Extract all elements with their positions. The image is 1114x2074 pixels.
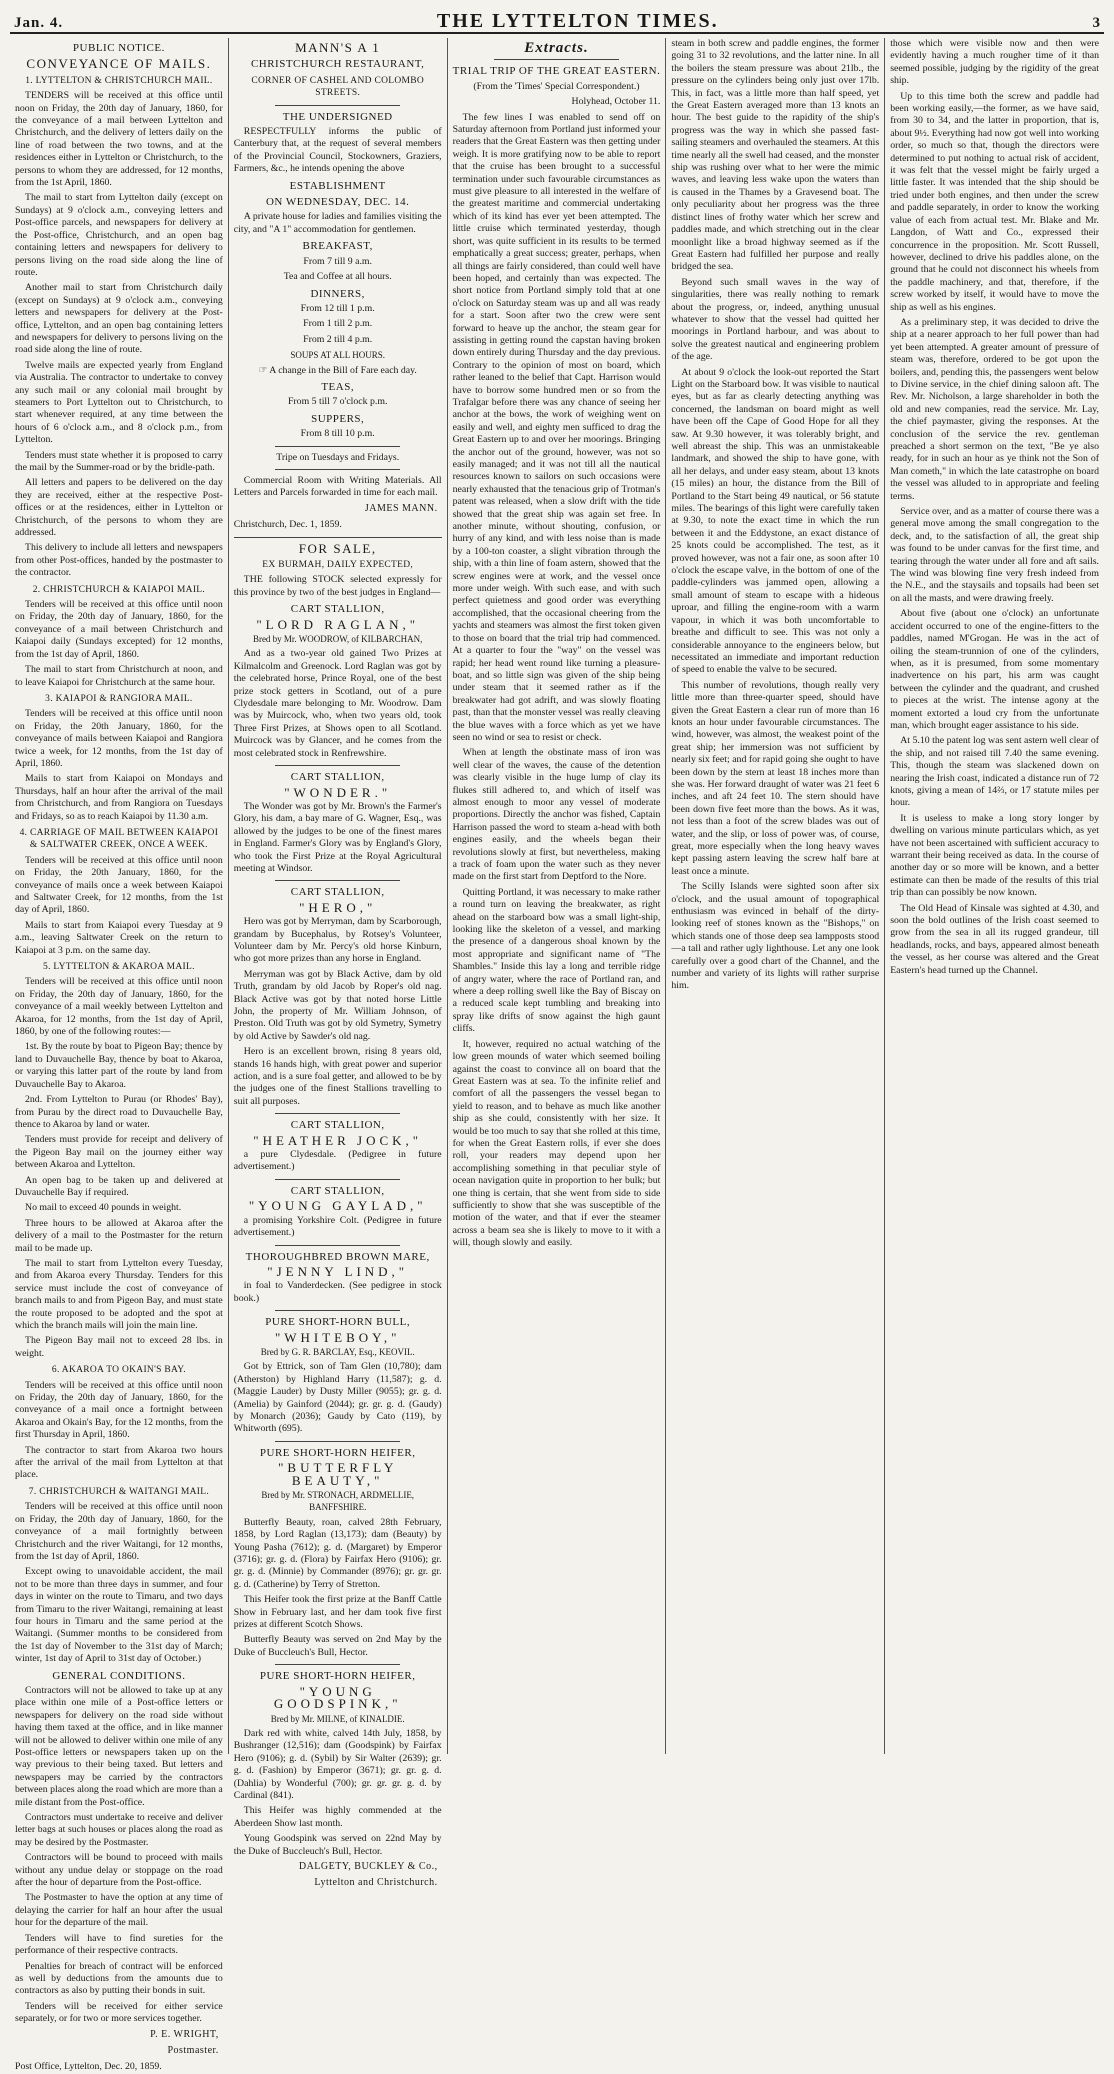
stock-bred: Bred by Mr. STRONACH, ARDMELLIE, BANFFSHIRE. [261, 1490, 415, 1513]
paragraph: Penalties for breach of contract will be enforced as well by deductions from the amounts due to contractors as also by putting their bonds in suit. [15, 1960, 223, 1997]
section-title: 1. LYTTELTON & CHRISTCHURCH MAIL. [25, 75, 213, 86]
paragraph: 1st. By the route by boat to Pigeon Bay; thence by land to Duvauchelle Bay, thence by boat to Akaroa, or varying this latter part of the route by land from Duvauchelle Bay to Akaroa. [15, 1041, 223, 1090]
paragraph: Up to this time both the screw and paddle had been working easily,—the former, as we have said, from 30 to 34, and the latter in proportion, that is, about 9½. Everything had now got well into working order, so much so that, though the directors were determined to put nothing to actual risk of accident, it was felt that the vessel might be fairly urged a little faster. It was intended that the ship should be tried under both engines, and then under the screw and paddle separately, in order to know the working value of each from actual test. Mr. Blake and Mr. Langdon, of Watt and Co., expressed their concurrence in the proposition. Mr. Scott Russell, however, declined to drive his paddles alone, on the ground that he could not disconnect his wheels from the paddle machinery, and that, therefore, if the screw worked by itself, it would have to move the ship as well as his engines. [890, 90, 1099, 313]
signature-name: JAMES MANN. [364, 502, 438, 514]
paragraph: Hero was got by Merryman, dam by Scarborough, grandam by Bucephalus, by Rotsey's Volunteer, Volunteer dam by Mr. Percy's old horse Kinburn, who got more prizes than any horse in England. [233, 916, 442, 965]
paragraph: Got by Ettrick, son of Tam Glen (10,780); dam (Atherston) by Highland Harry (11,587); g. d. (Maggie Lauder) by Dusty Miller (9055); gr. g. d. (Amelia) by Gainford (2044); gr. gr. g. d. (Gaudy) by Monarch (2036); Gaudy by Cato (119), by Whitworth (695). [233, 1361, 442, 1435]
paragraph: THE following STOCK selected expressly for this province by two of the best judges in England— [233, 574, 442, 598]
paragraph: Tenders will be received for either service separately, or for two or more services together. [15, 2000, 223, 2025]
paragraph: An open bag to be taken up and delivered at Duvauchelle Bay if required. [15, 1174, 223, 1198]
paragraph: Butterfly Beauty, roan, calved 28th February, 1858, by Lord Raglan (13,173); dam (Beauty) by Young Pasha (7612); g. d. (Margaret) by Emperor (3716); gr. g. d. (Flora) by Fairfax Hero (9106); gr. gr. g. d. (Minnie) by Commander (8976); gr. gr. gr. g. d. (Catherine) by Terry of Stretton. [233, 1516, 442, 1590]
paragraph: Tenders will be received at this office until noon on Friday, the 20th day of January, 1860, for the conveyance of a mail fortnightly between Christchurch and the river Waitangi, for 12 months, from the 1st day of April, 1860. [15, 1501, 223, 1562]
column-1 [10, 38, 229, 2073]
stock-heading: CART STALLION, [290, 1119, 385, 1132]
ad-address: CORNER OF CASHEL AND COLOMBO STREETS. [251, 75, 425, 99]
paragraph: Tenders will be received at this office until noon on Friday, the 20th day of January, 1860, for the conveyance of a mail between Christchurch and Kaiapoi daily (Sundays excepted) for 12 months, from the 1st day of April, 1860. [15, 599, 223, 660]
column-5 [885, 38, 1104, 1754]
ad-heading: ESTABLISHMENT [289, 179, 386, 192]
menu-line: From 7 till 9 a.m. [303, 255, 372, 267]
paragraph: Merryman was got by Black Active, dam by old Truth, grandam by old Jacob by Roper's old nag. Black Active was got by that noted horse Little John, the property of Mr. William Johnson, of Preston. Old Truth was got by old Symetry, Symetry by old Active by Sawder's old nag. [233, 968, 442, 1042]
stock-name: "YOUNG GOODSPINK," [273, 1683, 402, 1712]
paragraph: It, however, required no actual watching of the low green mounds of water which seemed boiling against the coast to convince all on board that the Great Eastern was at sea. To the infinite relief and comfort of all the passengers the vessel began to yield to reason, and to behave as much like another ship as she could, consistently with her size. It would be too much to say that she rolled at this time, for when the Great Eastern rolls, if ever she does roll, your readers may depend upon her accomplishing something in that peculiar style of ocean navigation quite in proportion to her bulk; but one thing is certain, that she went from side to side sufficiently to show that she was susceptible of the motion of the water, and that if ever the steamer across a beam sea she is likely to move to it with a will, though slowly and easily. [452, 1038, 661, 1249]
stock-name: "JENNY LIND," [267, 1263, 409, 1279]
stock-name: "HERO," [299, 899, 377, 915]
ad-subtitle: CHRISTCHURCH RESTAURANT, [250, 58, 425, 71]
section-heading: Extracts. [524, 40, 589, 56]
paragraph: Contractors must undertake to receive and deliver letter bags at such houses or places along the road as may be desired by the Postmaster. [15, 1812, 223, 1848]
divider [275, 1113, 400, 1114]
page-number: 3 [1092, 15, 1100, 31]
paragraph: Mails to start from Kaiapoi every Tuesday at 9 a.m., leaving Saltwater Creek on the return to Kaiapoi at 3 p.m. on the same day. [15, 919, 223, 956]
menu-line: From 2 till 4 p.m. [303, 333, 373, 345]
paragraph: TENDERS will be received at this office until noon on Friday, the 20th day of January, 1860, for the conveyance of a mail between Lyttelton and Christchurch, and the delivery of letters daily on the line of road between the two towns, and at the residences either in Lyttelton or Christchurch, to the persons to whom they are addressed, for 12 months, from the 1st April, 1860. [15, 90, 223, 189]
divider [275, 880, 400, 881]
divider [275, 446, 400, 447]
ad-title: MANN'S A 1 [295, 40, 381, 55]
column-2 [229, 38, 448, 1889]
paragraph: Dark red with white, calved 14th July, 1858, by Bushranger (12,516); dam (Goodspink) by Fairfax Hero (9106); g. d. (Sybil) by Sir Walter (2639); gr. g. d. (Fashion) by Emperor (3671); gr. gr. g. d. (Dahlia) by Wonderful (700); gr. gr. gr. g. d. by Cardinal (841). [233, 1727, 442, 1801]
paragraph: those which were visible now and then were evidently having a much rougher time of it than seemed possible, judging by the rigidity of the great ship. [890, 38, 1099, 87]
paragraph: Three hours to be allowed at Akaroa after the delivery of a mail to the Postmaster for the return mail to be made up. [15, 1217, 223, 1254]
section-title: 2. CHRISTCHURCH & KAIAPOI MAIL. [32, 584, 206, 595]
menu-heading: BREAKFAST, [302, 240, 373, 253]
menu-line: ☞ A change in the Bill of Fare each day. [258, 364, 417, 376]
notice-subheading: CONVEYANCE OF MAILS. [26, 56, 212, 72]
menu-line: From 12 till 1 p.m. [300, 302, 375, 314]
paragraph: The mail to start from Lyttelton every Tuesday, and from Akaroa every Thursday. Tenders for this service must include the cost of conveyance of branch mails to and from Pigeon Bay, and must state the route proposed to be adopted and the spot at which the branch mails will join the main line. [15, 1257, 223, 1331]
stock-heading: CART STALLION, [290, 1184, 385, 1197]
signature-name: DALGETY, BUCKLEY & Co., [298, 1860, 438, 1872]
paragraph: Young Goodspink was served on 22nd May by the Duke of Buccleuch's Bull, Hector. [233, 1833, 442, 1857]
ad-title: FOR SALE, [298, 540, 377, 556]
signature-place: Christchurch, Dec. 1, 1859. [233, 519, 342, 531]
paragraph: The mail to start from Lyttelton daily (except on Sundays) at 9 o'clock a.m., conveying letters and Post-office parcels, and newspapers for delivery at the Post-office, Christchurch, and an open bag containing letters and newspapers for delivery to persons living on the road side along the line of route. [15, 192, 223, 278]
paragraph: Another mail to start from Christchurch daily (except on Sundays) at 9 o'clock a.m., conveying letters and newspapers for delivery at the Post-office, Lyttelton, and an open bag containing letters and newspapers for delivery to persons living on the road side along the line of route. [15, 282, 223, 356]
divider [275, 1664, 400, 1665]
divider [275, 1179, 400, 1180]
paragraph: Contractors will be bound to proceed with mails without any undue delay or stoppage on the road after the hour of departure from the Post-office. [15, 1852, 223, 1889]
paragraph: This Heifer took the first prize at the Banff Cattle Show in February last, and her dam took five first prizes at different Scotch Shows. [233, 1594, 442, 1631]
paragraph: Hero is an excellent brown, rising 8 years old, stands 16 hands high, with great power and superior action, and is a sure foal getter, and allowed to be by the judges one of the finest Stallions travelling to suit all purposes. [233, 1046, 442, 1107]
stock-heading: PURE SHORT-HORN HEIFER, [259, 1446, 416, 1459]
section-title: 4. CARRIAGE OF MAIL BETWEEN KAIAPOI & SALTWATER CREEK, ONCE A WEEK. [19, 827, 219, 851]
paragraph: Tenders will be received at this office until noon on Friday, the 20th January, 1860, for the conveyance of mails between Kaiapoi and Rangiora twice a week, for 12 months, from the 1st day of April, 1860. [15, 708, 223, 769]
ad-heading: THE UNDERSIGNED [282, 110, 393, 123]
stock-heading: THOROUGHBRED BROWN MARE, [245, 1250, 430, 1263]
paragraph: Tenders must provide for receipt and delivery of the Pigeon Bay mail on the journey either way between Akaroa and Lyttelton. [15, 1134, 223, 1171]
stock-name: "BUTTERFLY BEAUTY," [278, 1460, 398, 1488]
paragraph: a pure Clydesdale. (Pedigree in future advertisement.) [233, 1149, 442, 1173]
article-source: (From the 'Times' Special Correspondent.) [473, 80, 640, 92]
divider [275, 105, 400, 106]
section-title: 3. KAIAPOI & RANGIORA MAIL. [45, 693, 193, 704]
paragraph: The Scilly Islands were sighted soon after six o'clock, and the usual amount of topographical enthusiasm was evinced in behalf of the dirty-looking reef of stones known as the "Bishops," on which stands one of those deep sea lampposts stood—a tall and rather ugly lighthouse. Let any one look carefully over a good chart of the Channel, and the number and variety of its lights will rather surprise him. [671, 881, 880, 992]
paragraph: This number of revolutions, though really very little more than three-quarter speed, should have given the Great Eastern a clear run of more than 16 knots an hour under favourable circumstances. The wind, however, was almost, the weakest point of the great ship; her immersion was not sufficient by nearly six feet; and for rapid going she ought to have been down by the stern at least 18 inches more than she was. Her forward draught of water was 21 feet 6 inches, and aft 24 feet 10. The stern should have been down five feet more than the bows. As it was, not less than a foot of the screw blades was out of water, and the slip, or loss of power was, of course, great, more especially when the long heavy waves kept passing astern leaving the screw half bare at least once a minute. [671, 679, 880, 877]
stock-bred: Bred by Mr. MILNE, of KINALDIE. [270, 1713, 405, 1724]
menu-line: SOUPS AT ALL HOURS. [290, 350, 385, 361]
newspaper-title: THE LYTTELTON TIMES. [436, 10, 719, 32]
ad-subtitle: EX BURMAH, DAILY EXPECTED, [262, 560, 414, 570]
menu-heading: SUPPERS, [311, 412, 365, 425]
divider [275, 765, 400, 766]
signature-name: P. E. WRIGHT, [150, 2028, 219, 2040]
paragraph: Quitting Portland, it was necessary to make rather a round turn on leaving the breakwater, as right ahead on the starboard bow was a small light-ship, looking like the skeleton of a vessel, and marking the presence of a dangerous shoal known by the most appropriate and significant name of "The Shambles." Inside this lay a long and terrible ridge of angry water, where the race of Portland ran, and where a deep rolling swell like the Bay of Biscay on a reduced scale kept tumbling and breaking into spray like drifts of snow against the high gaunt cliffs. [452, 886, 661, 1035]
stock-heading: CART STALLION, [290, 886, 385, 899]
article-title: TRIAL TRIP OF THE GREAT EASTERN. [452, 65, 661, 78]
paragraph: This delivery to include all letters and newspapers from other Post-offices, handed by the postmaster to the contractor. [15, 542, 223, 579]
masthead [10, 6, 1104, 34]
article-dateline: Holyhead, October 11. [571, 96, 661, 108]
paragraph: steam in both screw and paddle engines, the former going 31 to 32 revolutions, and the latter nine. In all the boilers the steam pressure was about 21lb., the pressure on the cylinders being only just over 17lb. This, in fact, was a little more than half speed, yet the Great Eastern averaged more than 13 knots an hour. The best guide to the rapidity of the ship's progress was the way in which she passed fast-sailing steamers and overhauled the steamers. At this time nearly all the swell had ceased, and the monster ship was rushing over what to her were the mimic waves, and leaving less wake upon the waters than is caused in the Thames by a Gravesend boat. The only peculiarity about her progress was the three distinct lines of frothy water which her screw and paddles made, and which stretching out in the clear moonlight like a broad highway seemed as if the Great Eastern had fulfilled her purpose and really bridged the sea. [671, 38, 880, 273]
paragraph: The Wonder was got by Mr. Brown's the Farmer's Glory, his dam, a bay mare of G. Wagner, Esq., was allowed by the judges to be one of the finest mares in England. Farmer's Glory was by England's Glory, who took the First Prize at the Royal Agricultural meeting at Windsor. [233, 800, 442, 874]
ad-heading: ON WEDNESDAY, DEC. 14. [265, 196, 410, 209]
paragraph: The Postmaster to have the option at any time of delaying the carrier for half an hour after the usual hour for the departure of the mail. [15, 1892, 223, 1929]
menu-heading: TEAS, [321, 380, 355, 393]
paragraph: As a preliminary step, it was decided to drive the ship at a nearer approach to her full power than had yet been attempted. A greater amount of pressure of steam was, therefore, ordered to be got upon the boilers, and, pending this, the passengers went below to Divine service, in the chief dining saloon aft. The Rev. Mr. Nicholson, a large shareholder in both the old and new companies, read the service. Mr. Lay, the chief paymaster, giving the responses. At the conclusion of the service the rev. gentleman preached a short sermon on the text, "Be ye also ready, for in such an hour as ye think not the Son of Man cometh," in which the late catastrophe on board the vessel was alluded to in appropriate and feeling terms. [890, 316, 1099, 502]
stock-bred: Bred by Mr. WOODROW, of KILBARCHAN, [252, 634, 423, 645]
paragraph: Tenders will be received at this office until noon on Friday, the 20th day of January, 1860, for the conveyance of a mail weekly between Lyttelton and Akaroa, for 12 months, from the 1st day of April, 1860, by one of the following routes:— [15, 976, 223, 1038]
paragraph: All letters and papers to be delivered on the day they are received, either at the respective Post-offices or at the residences, either in Lyttelton or Christchurch, of the persons to whom they are addressed. [15, 477, 223, 539]
stock-name: "WONDER." [284, 784, 392, 800]
paragraph: About five (about one o'clock) an unfortunate accident occurred to one of the engine-fitters to the paddles, named M'Grogan. He was in the act of oiling the steam-trunnion of one of the cylinders, when, as it is presumed, from some momentary inadvertence on his part, his arm was caught between the cylinder and the quadrant, and crushed to pieces at the wrist. The intense agony at the moment extorted a loud cry from the unfortunate man, which brought eager assistance to his side. [890, 608, 1099, 731]
paragraph: Tenders will have to find sureties for the performance of their respective contracts. [15, 1932, 223, 1957]
menu-line: Tea and Coffee at all hours. [283, 271, 392, 283]
paragraph: It is useless to make a long story longer by dwelling on various minute particulars which, as yet have not been ascertained with sufficient accuracy to warrant their being received as data. In the course of another day or so more will be known, and a better estimate can then be made of the results of this trial trip than can possibly be now known. [890, 812, 1099, 899]
divider [494, 59, 619, 60]
menu-heading: DINNERS, [310, 287, 365, 300]
column-4 [666, 38, 885, 1754]
column-3 [448, 38, 667, 1754]
paragraph: The few lines I was enabled to send off on Saturday afternoon from Portland just informed your readers that the Great Eastern was then getting under weigh. It is more gratifying now to be able to report that the cruise has been brought to a successful termination under such favourable circumstances as must give pleasure to all interested in the welfare of the greatest maritime and commercial undertaking which of its kind has ever yet been attempted. The little cruise which terminated yesterday, though short, was quite sufficient in its results to be termed emphatically a great success; greater, perhaps, when all things are fairly considered, than could well have been hoped, and certainly than was expected. The short notice from Portland simply told that at one o'clock on Saturday steam was up and all was ready for a start. Soon after two the crew were sent forward to heave up the anchor, the steam gear for assisting in getting round the capstan having broken down entirely during Thursday and the day previous. Contrary to the opinion of most on board, which rather leaned to the belief that Capt. Harrison would have to borrow some hundred men or so from the Trafalgar before there was any chance of seeing her anchor at the bows, the work of weighing went on easily and well, and eighty men sufficed to drag the Great Eastern up to and over her moorings. Bringing the anchor out of the ground, however, was not so easily managed; and it was not till all the nautical resources known to sailors on such occasions were nearly exhausted that the tenacious grip of Trotman's patent was released, when a slow drift with the tide showed that the great ship was again set free. In another minute, without shouting, confusion, or hurry of any kind, and with less noise than is made by a 100-ton coaster, a slight vibration through the ship, with a thin line of foam astern, showed that the screw engines were at work, and the vessel once more under weigh. With such ease, and with such perfect quietness and good order was everything accomplished, that the occasional cheering from the yachts and steamers was almost the first token given to those on board that the trial trip had commenced. At a quarter to four the "way" on the vessel was rapid; her head went round like turning a pleasure-boat, and so little sign was given of the ship being under steam that it seemed rather as if the breakwater had got adrift, and was slowly floating past, than that the monster vessel was really cleaving the blue waves with a force which as yet we have seen no wind or sea to resist or check. [452, 111, 661, 743]
paragraph: Commercial Room with Writing Materials. All Letters and Parcels forwarded in time for each mail. [233, 474, 442, 499]
divider [275, 1441, 400, 1442]
stock-heading: PURE SHORT-HORN HEIFER, [259, 1670, 416, 1683]
menu-line: From 1 till 2 p.m. [303, 318, 373, 330]
stock-name: "WHITEBOY," [274, 1329, 401, 1345]
paragraph: At about 9 o'clock the look-out reported the Start Light on the Starboard bow. It was visible to nautical eyes, but as far as clearly detecting anything was concerned, the landsman on board might as well have been off the Cape of Good Hope for all they saw. At 9.30 however, it was tolerably bright, and well abreast the ship. This was an unmistakeable landmark, and showed the ship to have gone, with all her delays, and under easy steam, about 13 knots (15 miles) an hour, the distance from the Bill of Portland to the Start being 49 nautical, or 56 statute miles. The bearings of this light were carefully taken at 9.30, to note the exact time in which the run between it and the Eddystone, an exact distance of 25 knots could be accomplished. The test, as it proved however, was not a fair one, as soon after 10 o'clock the escape valve, in the bottom of one of the paddle-cylinders was jammed open, allowing a small amount of steam to escape with a hideous uproar, and filling the engine-room with a warm vapour, in which it was both uncomfortable to breathe and difficult to see. This was not only a considerable annoyance to the engineers below, but necessitated an immediate and important reduction of speed to enable the valve to be secured. [671, 366, 880, 676]
menu-line: From 8 till 10 p.m. [300, 428, 375, 440]
divider [234, 537, 442, 538]
paragraph: Butterfly Beauty was served on 2nd May by the Duke of Buccleuch's Bull, Hector. [233, 1634, 442, 1658]
paragraph: Service over, and as a matter of course there was a general move among the small congregation to the deck, and, to the satisfaction of all, the great ship was found to be under canvas for the first time, and tearing through the water under all fore and aft sails. The wind was blowing fine very fresh indeed from the N.E., and the staysails and topsails had been set on all the masts, and were drawing freely. [890, 506, 1099, 604]
stock-heading: PURE SHORT-HORN BULL, [265, 1316, 411, 1329]
menu-line: Tripe on Tuesdays and Fridays. [276, 451, 400, 463]
paragraph: Mails to start from Kaiapoi on Mondays and Thursdays, half an hour after the arrival of the mail from Christchurch, and from Rangiora on Tuesdays and Fridays, so as to reach Kaiapoi by 11.30 a.m. [15, 773, 223, 822]
stock-name: "YOUNG GAYLAD," [248, 1198, 427, 1214]
paragraph: Tenders will be received at this office until noon on Friday, the 20th January, 1860, for the conveyance of mails once a week between Kaiapoi and Saltwater Creek, for 12 months, from the 1st day of April, 1860. [15, 854, 223, 916]
paragraph: The contractor to start from Akaroa two hours after the arrival of the mail from Lyttelton at that place. [15, 1444, 223, 1481]
paragraph: A private house for ladies and families visiting the city, and "A 1" accommodation for gentlemen. [233, 211, 442, 235]
stock-bred: Bred by G. R. BARCLAY, Esq., KEOVIL. [260, 1346, 415, 1357]
signature-title: Postmaster. [167, 2044, 219, 2056]
signature-place: Post Office, Lyttelton, Dec. 20, 1859. [15, 2061, 162, 2073]
paragraph: RESPECTFULLY informs the public of Canterbury that, at the request of several members of the Provincial Council, Stockowners, Graziers, Farmers, &c., he intends opening the above [233, 126, 442, 175]
stock-heading: CART STALLION, [290, 603, 385, 616]
stock-name: "LORD RAGLAN," [256, 616, 420, 632]
stock-heading: CART STALLION, [290, 771, 385, 784]
paragraph: The Old Head of Kinsale was sighted at 4.30, and soon the bold outlines of the Irish coast seemed to grow from the sea in all its rugged grandeur, till headlands, rocks, and bays, appeared almost beneath the vessel, as her course was altered and the Great Eastern's head turned up the Channel. [890, 902, 1099, 976]
paragraph: Beyond such small waves in the way of singularities, there was really nothing to remark about the progress, or, indeed, anything unusual whatever to show that the vessel had quitted her moorings in Portland harbour, and was about to solve the greatest nautical and engineering problem of the age. [671, 276, 880, 363]
paragraph: in foal to Vanderdecken. (See pedigree in stock book.) [233, 1280, 442, 1304]
paragraph: a promising Yorkshire Colt. (Pedigree in future advertisement.) [233, 1214, 442, 1239]
paragraph: The mail to start from Christchurch at noon, and to leave Kaiapoi for Christchurch at the same hour. [15, 664, 223, 688]
section-title: GENERAL CONDITIONS. [52, 1669, 186, 1682]
paragraph: The Pigeon Bay mail not to exceed 28 lbs. in weight. [15, 1335, 223, 1359]
paragraph: No mail to exceed 40 pounds in weight. [25, 1202, 182, 1214]
paragraph: At 5.10 the patent log was sent astern well clear of the ship, and not raised till 7.40 the same evening. This, though the steam was slackened down on nearing the Irish coast, indicated a distance run of 72 knots, giving a mean of 14⅔, or 17 statute miles per hour. [890, 735, 1099, 809]
issue-date: Jan. 4. [14, 15, 64, 31]
divider [275, 1310, 400, 1311]
signature-place: Lyttelton and Christchurch. [314, 1877, 438, 1889]
divider [275, 1245, 400, 1246]
section-title: 5. LYTTELTON & AKAROA MAIL. [43, 962, 195, 973]
paragraph: And as a two-year old gained Two Prizes at Kilmalcolm and Greenock. Lord Raglan was got by the celebrated horse, Prince Royal, one of the best prize stock getters in Scotland, out of a pure Clydesdale mare belonging to Mr. Woodrow. Dam was by Muircock, who, when two years old, took Three First Prizes, at Shows open to all Scotland. Muircock was by Glancer, and he comes from the most celebrated stock in Renfrewshire. [233, 648, 442, 759]
paragraph: This Heifer was highly commended at the Aberdeen Show last month. [233, 1805, 442, 1829]
columns [10, 38, 1104, 2073]
paragraph: Tenders will be received at this office until noon on Friday, the 20th day of January, 1860, for the conveyance of a mail once a fortnight between Akaroa and Okain's Bay, for the 12 months, from the first Thursday in April, 1860. [15, 1379, 223, 1441]
menu-line: From 5 till 7 o'clock p.m. [287, 396, 388, 408]
paragraph: 2nd. From Lyttelton to Purau (or Rhodes' Bay), from Purau by the direct road to Duvauchelle Bay, thence to Akaroa by land or water. [15, 1094, 223, 1130]
notice-heading: PUBLIC NOTICE. [72, 42, 165, 54]
section-title: 7. CHRISTCHURCH & WAITANGI MAIL. [28, 1486, 209, 1497]
paragraph: Contractors will not be allowed to take up at any place within one mile of a Post-office letters or newspapers for delivery on the road side without having them taxed at the office, and in like manner will not be allowed to deliver within one mile of any Post-office letters or newspapers taken up on the way previous to their being taxed. But letters and newspapers may be carried by the contractors between places along the road which are more than a mile distant from the Post-office. [15, 1684, 223, 1808]
paragraph: Except owing to unavoidable accident, the mail not to be more than three days in summer, and four days in winter on the route to Timaru, and two days from Timaru to the river Waitangi, remaining at least four hours in Timaru and the same period at the Waitangi. (Summer months to be considered from the 1st day of November to the 31st day of March; winter, 1st day of April to 31st day of October.) [15, 1566, 223, 1665]
section-title: 6. AKAROA TO OKAIN'S BAY. [51, 1365, 186, 1376]
divider [275, 469, 400, 470]
stock-name: "HEATHER JOCK," [253, 1132, 423, 1148]
paragraph: When at length the obstinate mass of iron was well clear of the waves, the cause of the detention was clearly visible in the huge lump of clay its flukes still adhered to, and which of itself was almost enough to moor any vessel of moderate proportions. Directly the anchor was fished, Captain Harrison passed the word to steam a-head with both engines easily, and the wheels began their revolutions slowly at first, but nevertheless, making a track of foam upon the water such as they never made on the first start from Deptford to the Nore. [452, 747, 661, 883]
paragraph: Tenders must state whether it is proposed to carry the mail by the Summer-road or by the bridle-path. [15, 449, 223, 473]
paragraph: Twelve mails are expected yearly from England via Australia. The contractor to undertake to convey any such mail or any colonial mail brought by steamers to Port Lyttelton out to Christchurch, to start whenever required, at any time between the hours of 6 o'clock a.m., and 8 o'clock p.m., from Lyttelton. [15, 359, 223, 446]
